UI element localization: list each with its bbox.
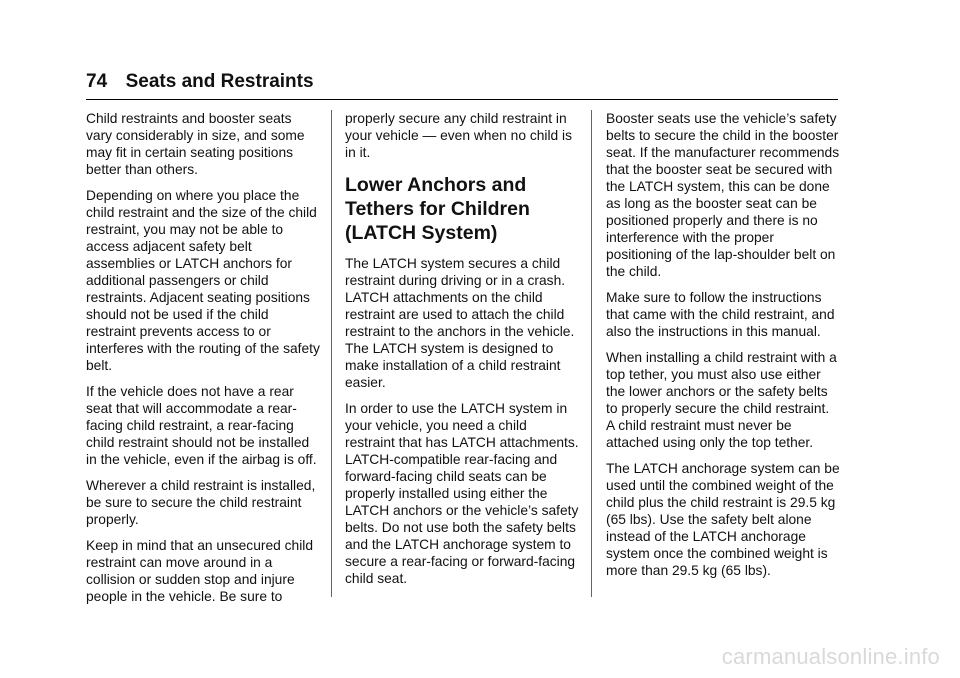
text-column-2: [345, 110, 579, 596]
paragraph: Make sure to follow the instructions that came with the child restraint, and also the instructions in this manual.: [606, 290, 835, 339]
section-title: Seats and Restraints: [125, 71, 314, 92]
column-divider: [591, 110, 592, 597]
text-column-3: [606, 110, 840, 588]
section-heading: Lower Anchors and Tethers for Children (LATCH System): [345, 174, 530, 244]
paragraph: When installing a child restraint with a top tether, you must also use either the lower anchors or the safety belts to properly secure the child restraint. A child restraint must never be attached using only the top tether.: [606, 350, 837, 450]
header-rule: [86, 99, 838, 100]
paragraph: If the vehicle does not have a rear seat that will accommodate a rear-facing child restraint, a rear-facing child restraint should not be installed in the vehicle, even if the airbag is off.: [86, 384, 317, 467]
paragraph: properly secure any child restraint in your vehicle — even when no child is in it.: [345, 111, 573, 160]
watermark: carmanualsonline.info: [721, 644, 940, 669]
column-divider: [331, 110, 332, 597]
page-number: 74: [86, 71, 108, 92]
paragraph: Child restraints and booster seats vary considerably in size, and some may fit in certain seating positions better than others.: [86, 111, 305, 177]
paragraph: Depending on where you place the child restraint and the size of the child restraint, you may not be able to access adjacent safety belt assemblies or LATCH anchors for additional passengers or child restraints. Adjacent seating positions should not be used if the child restraint prevents access to or interferes with the routing of the safety belt.: [86, 188, 320, 373]
page-header: [86, 70, 838, 100]
paragraph: Wherever a child restraint is installed, be sure to secure the child restraint properly.: [86, 478, 316, 527]
paragraph: The LATCH anchorage system can be used until the combined weight of the child plus the child restraint is 29.5 kg (65 lbs). Use the safety belt alone instead of the LATCH anchorage system once the combined weight is more than 29.5 kg (65 lbs).: [606, 461, 840, 578]
paragraph: Keep in mind that an unsecured child restraint can move around in a collision or sudden stop and injure people in the vehicle. Be sure to: [86, 538, 314, 604]
paragraph: Booster seats use the vehicle’s safety belts to secure the child in the booster seat. If the manufacturer recommends that the booster seat be secured with the LATCH system, this can be done as long as the booster seat can be positioned properly and there is no interference with the proper positioning of the lap-shoulder belt on the child.: [606, 111, 840, 279]
paragraph: The LATCH system secures a child restraint during driving or in a crash. LATCH attachments on the child restraint are used to attach the child restraint to the anchors in the vehicle. The LATCH system is designed to make installation of a child restraint easier.: [345, 256, 575, 390]
text-column-1: [86, 110, 320, 614]
paragraph: In order to use the LATCH system in your vehicle, you need a child restraint that has LATCH attachments. LATCH-compatible rear-facing and forward-facing child seats can be properly installed using either the LATCH anchors or the vehicle’s safety belts. Do not use both the safety belts and the LATCH anchorage system to secure a rear-facing or forward-facing child seat.: [345, 401, 579, 586]
